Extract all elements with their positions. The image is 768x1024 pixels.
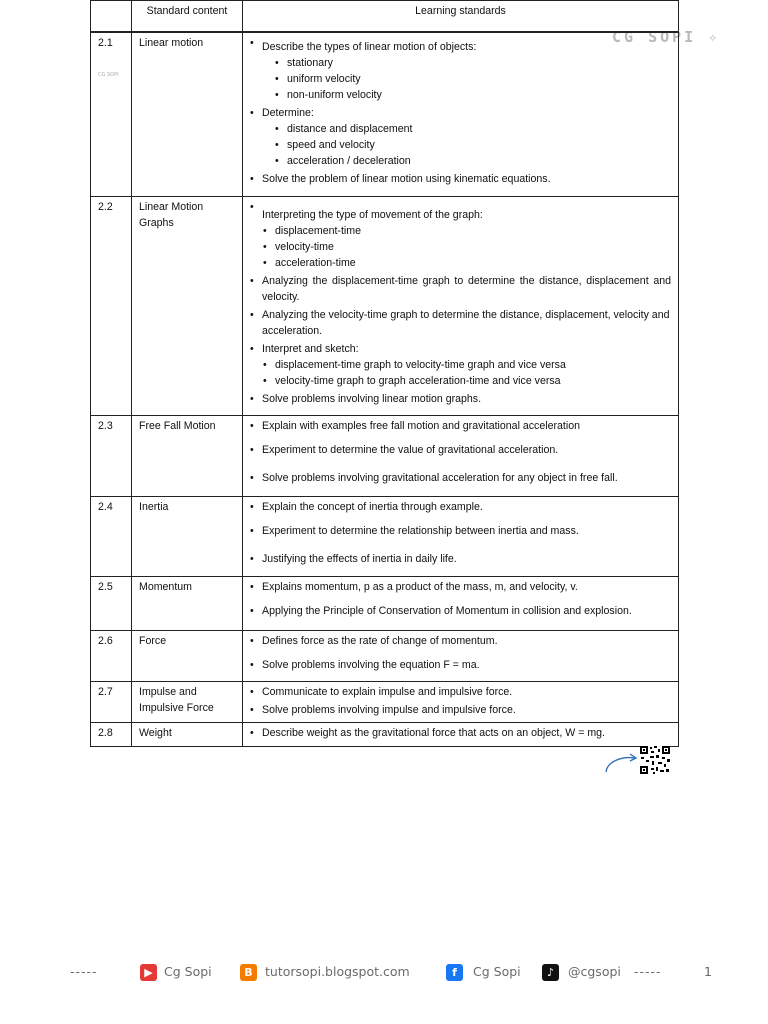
- header-standard-content: Standard content: [132, 1, 243, 33]
- table-row: [91, 630, 679, 681]
- row-number: 2.1: [91, 32, 132, 196]
- facebook-icon[interactable]: f: [446, 964, 463, 981]
- tiktok-icon[interactable]: ♪: [542, 964, 559, 981]
- row-topic: Inertia: [132, 496, 243, 576]
- row-number: 2.3: [91, 415, 132, 496]
- row-number: 2.4: [91, 496, 132, 576]
- list-subitem: • uniform velocity: [262, 71, 671, 87]
- table-row: [91, 722, 679, 746]
- row-standards: [243, 681, 679, 722]
- list-subitem: • non-uniform velocity: [262, 87, 671, 103]
- table-row: [91, 32, 679, 196]
- list-item: • Solve problems involving impulse and impulsive force.: [250, 702, 671, 718]
- row-topic: Linear Motion Graphs: [132, 196, 243, 415]
- row-number: 2.8: [91, 722, 132, 746]
- list-item: • Applying the Principle of Conservation of Momentum in collision and explosion.: [250, 603, 671, 619]
- list-item: • Determine: • distance and displacement • speed and velocity • acceleration / deceleration: [250, 105, 671, 169]
- list-subitem: • distance and displacement: [262, 121, 671, 137]
- list-item: • Solve the problem of linear motion using kinematic equations.: [250, 171, 671, 187]
- footer: [70, 962, 720, 984]
- row-number: 2.2: [91, 196, 132, 415]
- page-number: 1: [704, 964, 712, 979]
- row-standards: [243, 630, 679, 681]
- list-item: • Describe the types of linear motion of objects: • stationary • uniform velocity • non-uniform velocity: [250, 35, 671, 103]
- row-topic: Free Fall Motion: [132, 415, 243, 496]
- row-number: 2.6: [91, 630, 132, 681]
- watermark-small: CG SOPI: [98, 72, 119, 78]
- list-item: • Interpret and sketch: • displacement-time graph to velocity-time graph and vice versa • velocity-time graph to graph acceleration-time and vice versa: [250, 341, 671, 389]
- list-item: • Interpreting the type of movement of the graph: • displacement-time • velocity-time • acceleration-time: [250, 199, 671, 271]
- footer-dashes-right: -----: [634, 964, 662, 979]
- list-subitem: • stationary: [262, 55, 671, 71]
- row-number: 2.7: [91, 681, 132, 722]
- row-standards: [243, 496, 679, 576]
- header-number: [91, 1, 132, 33]
- header-learning-standards: Learning standards: [243, 1, 679, 33]
- list-item: • Communicate to explain impulse and impulsive force.: [250, 684, 671, 700]
- row-standards: [243, 32, 679, 196]
- list-item: • Solve problems involving the equation F = ma.: [250, 657, 671, 673]
- row-topic: Linear motion: [132, 32, 243, 196]
- list-item: • Experiment to determine the relationship between inertia and mass.: [250, 523, 671, 539]
- row-standards: [243, 196, 679, 415]
- qr-code-icon[interactable]: [640, 746, 670, 774]
- footer-youtube-label[interactable]: Cg Sopi: [164, 964, 212, 979]
- list-item: • Justifying the effects of inertia in daily life.: [250, 551, 671, 567]
- row-standards: [243, 576, 679, 630]
- learning-standards-table: [90, 0, 679, 747]
- table-row: [91, 576, 679, 630]
- list-item: • Solve problems involving gravitational acceleration for any object in free fall.: [250, 470, 671, 486]
- table-row: [91, 681, 679, 722]
- list-item: • Explain with examples free fall motion and gravitational acceleration: [250, 418, 671, 434]
- row-topic: Impulse and Impulsive Force: [132, 681, 243, 722]
- footer-facebook-label[interactable]: Cg Sopi: [473, 964, 521, 979]
- list-subitem: • displacement-time: [262, 223, 671, 239]
- row-topic: Momentum: [132, 576, 243, 630]
- watermark-logo: CG SOPI ✧: [612, 28, 721, 46]
- table-row: [91, 415, 679, 496]
- footer-blog-link[interactable]: tutorsopi.blogspot.com: [265, 964, 410, 979]
- list-subitem: • acceleration-time: [262, 255, 671, 271]
- list-item: • Solve problems involving linear motion graphs.: [250, 391, 671, 407]
- table-row: [91, 196, 679, 415]
- list-subitem: • velocity-time graph to graph acceleration-time and vice versa: [262, 373, 671, 389]
- table-row: [91, 496, 679, 576]
- footer-dashes-left: -----: [70, 964, 98, 979]
- list-item: • Explains momentum, p as a product of the mass, m, and velocity, v.: [250, 579, 671, 595]
- row-number: 2.5: [91, 576, 132, 630]
- row-standards: [243, 415, 679, 496]
- curved-arrow-icon: [603, 752, 641, 774]
- list-subitem: • displacement-time graph to velocity-time graph and vice versa: [262, 357, 671, 373]
- row-topic: Weight: [132, 722, 243, 746]
- list-subitem: • speed and velocity: [262, 137, 671, 153]
- list-item: • Defines force as the rate of change of momentum.: [250, 633, 671, 649]
- list-item: • Experiment to determine the value of gravitational acceleration.: [250, 442, 671, 458]
- row-topic: Force: [132, 630, 243, 681]
- youtube-icon[interactable]: ▶: [140, 964, 157, 981]
- list-subitem: • velocity-time: [262, 239, 671, 255]
- list-subitem: • acceleration / deceleration: [262, 153, 671, 169]
- footer-tiktok-handle[interactable]: @cgsopi: [568, 964, 621, 979]
- list-item: • Analyzing the displacement-time graph to determine the distance, displacement and velocity.: [250, 273, 671, 305]
- list-item: • Describe weight as the gravitational force that acts on an object, W = mg.: [250, 725, 671, 741]
- list-item: • Analyzing the velocity-time graph to determine the distance, displacement, velocity and acceleration.: [250, 307, 671, 339]
- row-standards: [243, 722, 679, 746]
- list-item: • Explain the concept of inertia through example.: [250, 499, 671, 515]
- table-header-row: [91, 1, 679, 33]
- blogger-icon[interactable]: B: [240, 964, 257, 981]
